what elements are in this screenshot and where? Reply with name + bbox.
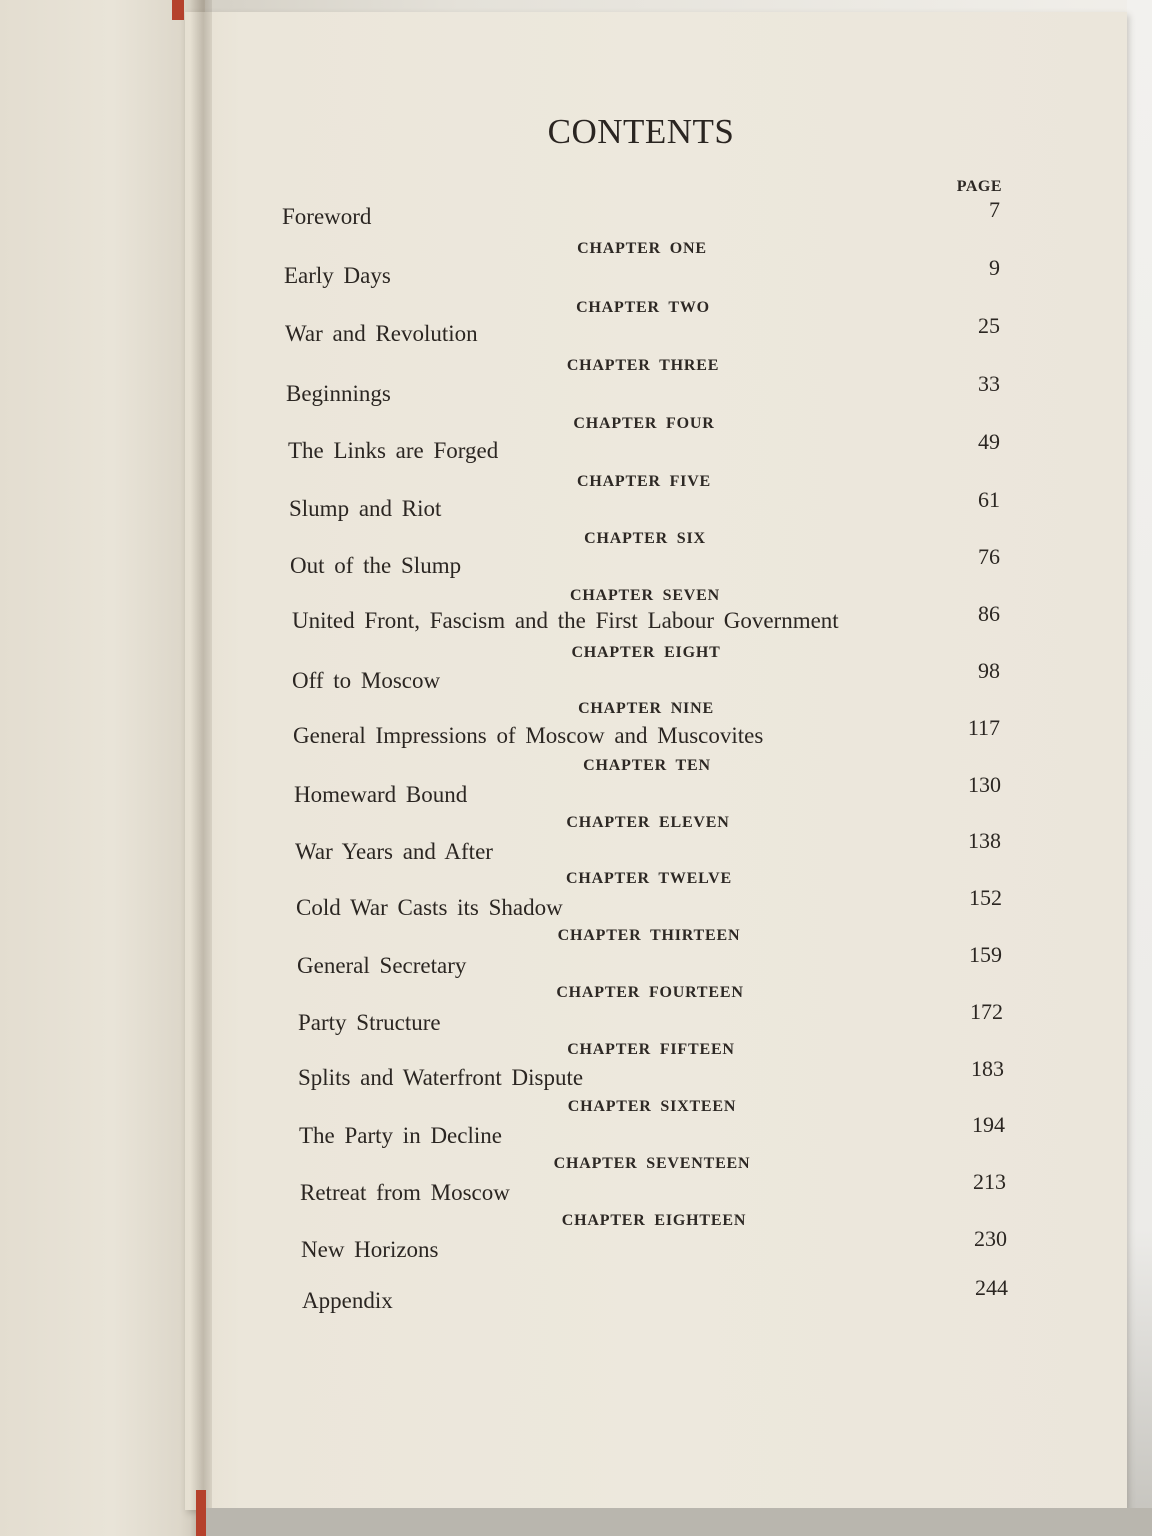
toc-entry-page-number: 7 bbox=[989, 197, 1000, 222]
toc-entry-page-number: 49 bbox=[978, 429, 1000, 454]
toc-entry-title: Appendix bbox=[302, 1288, 393, 1313]
toc-entry-title: Early Days bbox=[284, 263, 391, 288]
toc-entry-title: Cold War Casts its Shadow bbox=[296, 895, 563, 920]
toc-entry-page-number: 76 bbox=[978, 544, 1000, 569]
chapter-heading: CHAPTER FIVE bbox=[576, 473, 712, 490]
toc-entry-title: War Years and After bbox=[295, 839, 493, 864]
toc-entry-title: General Impressions of Moscow and Muscovites bbox=[293, 723, 764, 748]
chapter-heading: CHAPTER THIRTEEN bbox=[557, 927, 741, 944]
chapter-heading: CHAPTER SEVEN bbox=[570, 587, 720, 604]
toc-entry-page-number: 183 bbox=[971, 1056, 1004, 1081]
toc-entry-page-number: 213 bbox=[973, 1169, 1006, 1194]
toc-entry-title: The Party in Decline bbox=[299, 1123, 502, 1148]
toc-entry-page-number: 152 bbox=[969, 885, 1002, 910]
toc-entry-title: Foreword bbox=[282, 204, 372, 229]
chapter-heading: CHAPTER EIGHT bbox=[571, 644, 721, 661]
chapter-heading: CHAPTER EIGHTEEN bbox=[561, 1212, 747, 1229]
chapter-heading: CHAPTER FIFTEEN bbox=[567, 1041, 735, 1058]
toc-entry-title: Slump and Riot bbox=[289, 496, 442, 521]
binding-edge-bottom bbox=[196, 1490, 206, 1536]
toc-entry-title: Beginnings bbox=[286, 381, 391, 406]
toc-entry-page-number: 194 bbox=[972, 1112, 1005, 1137]
chapter-heading: CHAPTER ONE bbox=[577, 240, 707, 257]
toc-entry-page-number: 172 bbox=[970, 999, 1003, 1024]
chapter-heading: CHAPTER TEN bbox=[583, 757, 711, 774]
toc-entry-page-number: 61 bbox=[978, 487, 1000, 512]
chapter-heading: CHAPTER SIXTEEN bbox=[567, 1098, 737, 1115]
toc-entry-page-number: 33 bbox=[978, 371, 1000, 396]
toc-entry-page-number: 130 bbox=[968, 772, 1001, 797]
toc-entry-title: Off to Moscow bbox=[292, 668, 441, 693]
toc-entry-title: The Links are Forged bbox=[288, 438, 499, 463]
toc-entry-title: Out of the Slump bbox=[290, 553, 462, 578]
toc-entry-title: United Front, Fascism and the First Labour Government bbox=[292, 608, 839, 633]
toc-entry-title: Splits and Waterfront Dispute bbox=[298, 1065, 584, 1090]
binding-edge-top bbox=[172, 0, 184, 20]
chapter-heading: CHAPTER SEVENTEEN bbox=[553, 1155, 751, 1172]
toc-entry-page-number: 230 bbox=[974, 1226, 1007, 1251]
toc-entry-page-number: 25 bbox=[978, 313, 1000, 338]
page-column-label: PAGE bbox=[956, 178, 1002, 195]
toc-entry-title: War and Revolution bbox=[285, 321, 478, 346]
toc-entry-title: New Horizons bbox=[301, 1237, 439, 1262]
toc-entry-page-number: 9 bbox=[989, 255, 1000, 280]
chapter-heading: CHAPTER NINE bbox=[578, 700, 714, 717]
toc-entry-page-number: 244 bbox=[975, 1275, 1008, 1300]
book-cover-endpaper bbox=[0, 0, 205, 1536]
toc-entry-title: Party Structure bbox=[298, 1010, 441, 1035]
toc-entry-page-number: 86 bbox=[978, 601, 1000, 626]
toc-entry-page-number: 159 bbox=[969, 942, 1002, 967]
toc-entry-page-number: 117 bbox=[967, 715, 1000, 740]
toc-entry-page-number: 138 bbox=[968, 828, 1001, 853]
chapter-heading: CHAPTER TWO bbox=[576, 299, 710, 316]
gutter-shadow bbox=[190, 0, 212, 1536]
chapter-heading: CHAPTER THREE bbox=[566, 357, 720, 374]
chapter-heading: CHAPTER SIX bbox=[584, 530, 706, 547]
chapter-heading: CHAPTER ELEVEN bbox=[566, 814, 730, 831]
chapter-heading: CHAPTER FOUR bbox=[573, 415, 715, 432]
toc-entry-page-number: 98 bbox=[978, 658, 1000, 683]
toc-entry-title: Homeward Bound bbox=[294, 782, 468, 807]
chapter-heading: CHAPTER FOURTEEN bbox=[556, 984, 744, 1001]
page-title: CONTENTS bbox=[547, 112, 735, 151]
background-right bbox=[1127, 0, 1152, 1536]
toc-entry-title: Retreat from Moscow bbox=[300, 1180, 510, 1205]
page-bottom-shadow bbox=[205, 1508, 1152, 1536]
chapter-heading: CHAPTER TWELVE bbox=[566, 870, 732, 887]
toc-entry-title: General Secretary bbox=[297, 953, 467, 978]
